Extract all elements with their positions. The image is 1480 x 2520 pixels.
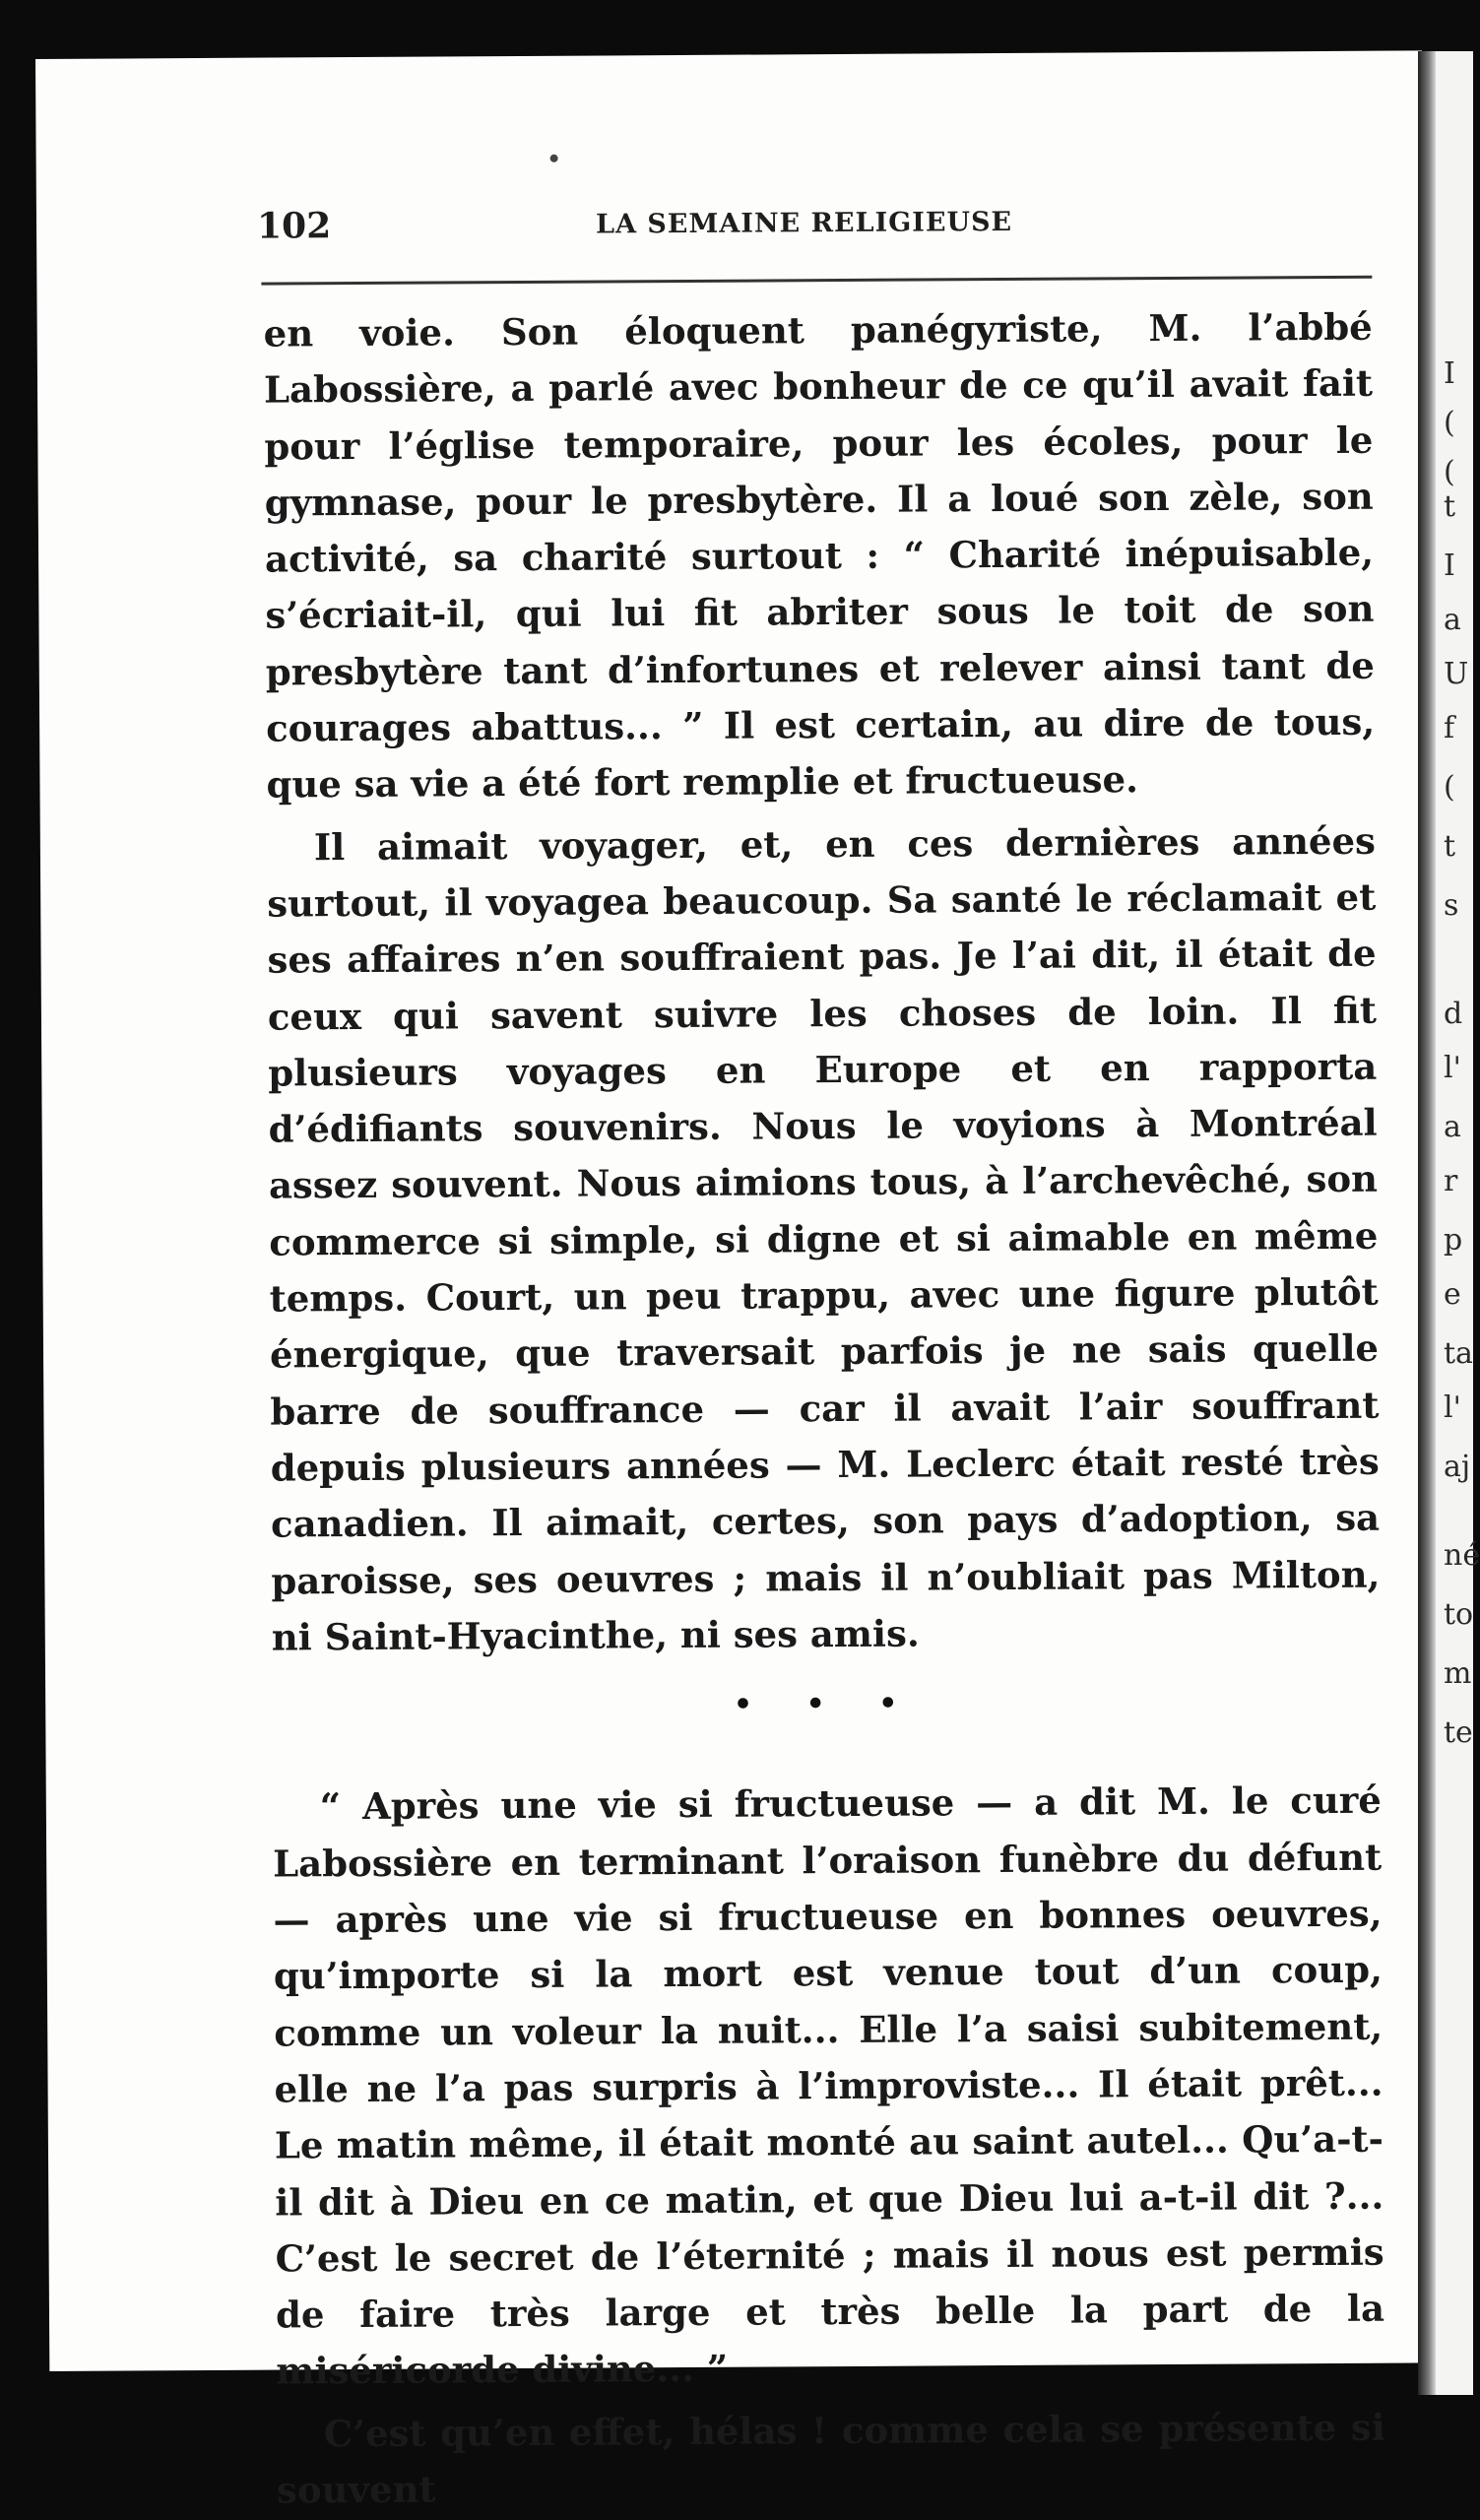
paragraph-1: en voie. Son éloquent panégyriste, M. l’abbé Labossière, a parlé avec bonheur de ce qu’il avait fait pour l’église temporaire, pour les écoles, pour le gymnase, pour le presbytère. Il a loué son zèle, son activité, sa charité surtout : “ Charité inépuisable, s’écriait-il, qui lui fit abriter sous le toit de son presbytère tant d’infortunes et relever ainsi tant de courages abattus... ” Il est certain, au dire de tous, que sa vie a été fort remplie et fructueuse.	[263, 304, 1376, 807]
facing-page-fragment: p	[1444, 1223, 1463, 1258]
page-number: 102	[256, 205, 332, 247]
body-text	[264, 299, 1386, 2519]
facing-page-fragment: to	[1444, 1597, 1474, 1632]
facing-page-fragment: ta	[1444, 1336, 1473, 1371]
facing-page-fragment: l'	[1444, 1051, 1461, 1085]
running-head	[257, 199, 1374, 265]
facing-page-fragment: a	[1444, 603, 1461, 637]
facing-page-fragment: l'	[1444, 1390, 1461, 1425]
paragraph-3: “ Après une vie si fructueuse — a dit M. le curé Labossière en terminant l’oraison funèbre du défunt — après une vie si fructueuse en bonnes oeuvres, qu’importe si la mort est venue tout d’un coup, comme un voleur la nuit... Elle l’a saisi subitement, elle ne l’a pas surpris à l’improviste... Il était prêt... Le matin même, il était monté au saint autel... Qu’a-t-il dit à Dieu en ce matin, et que Dieu lui a-t-il dit ?... C’est le secret de l’éternité ; mais il nous est permis de faire très large et très belle la part de la miséricorde divine... ”	[273, 1778, 1385, 2393]
facing-page-fragment: s	[1444, 888, 1459, 923]
section-separator: • • •	[733, 1686, 920, 1722]
facing-page-fragment: d	[1444, 997, 1463, 1031]
header-rule	[261, 276, 1372, 286]
facing-page-fragment: a	[1444, 1110, 1461, 1144]
ink-speck	[550, 155, 558, 162]
facing-page-fragment: t	[1444, 489, 1456, 524]
facing-page-fragment: I	[1444, 356, 1455, 391]
book-page	[35, 50, 1436, 2512]
facing-page-edge	[1418, 51, 1480, 2395]
facing-page-fragment: né	[1444, 1538, 1480, 1573]
facing-page-fragment: (	[1444, 770, 1455, 805]
paragraph-2: Il aimait voyager, et, en ces dernières années surtout, il voyagea beaucoup. Sa santé le réclamait et ses affaires n’en souffraient pas. Je l’ai dit, il était de ceux qui savent suivre les choses de loin. Il fit plusieurs voyages en Europe et en rapporta d’édifiants souvenirs. Nous le voyions à Montréal assez souvent. Nous aimions tous, à l’archevêché, son commerce si simple, si digne et si aimable en même temps. Court, un peu trappu, avec une figure plutôt énergique, que traversait parfois je ne sais quelle barre de souffrance — car il avait l’air souffrant depuis plusieurs années — M. Leclerc était resté très canadien. Il aimait, certes, son pays d’adoption, sa paroisse, ses oeuvres ; mais il n’oubliait pas Milton, ni Saint-Hyacinthe, ni ses amis.	[267, 818, 1381, 1659]
page-gutter	[1418, 51, 1436, 2395]
facing-page-fragment: (	[1444, 406, 1455, 440]
facing-page-fragment: r	[1444, 1164, 1458, 1198]
facing-page-fragment: t	[1444, 829, 1456, 864]
journal-title: LA SEMAINE RELIGIEUSE	[595, 206, 1013, 240]
paragraph-4: C’est qu’en effet, hélas ! comme cela se présente si souvent	[276, 2405, 1385, 2512]
facing-page-fragment: e	[1444, 1277, 1461, 1312]
facing-page-fragment: (	[1444, 455, 1455, 489]
facing-page-fragment: te	[1444, 1715, 1473, 1750]
facing-page-fragment: U	[1444, 657, 1469, 691]
facing-page-fragment: I	[1444, 549, 1455, 583]
facing-page-fragment: f	[1444, 711, 1455, 745]
facing-page-fragment: aj	[1444, 1450, 1471, 1484]
facing-page-fragment: m	[1444, 1656, 1472, 1691]
